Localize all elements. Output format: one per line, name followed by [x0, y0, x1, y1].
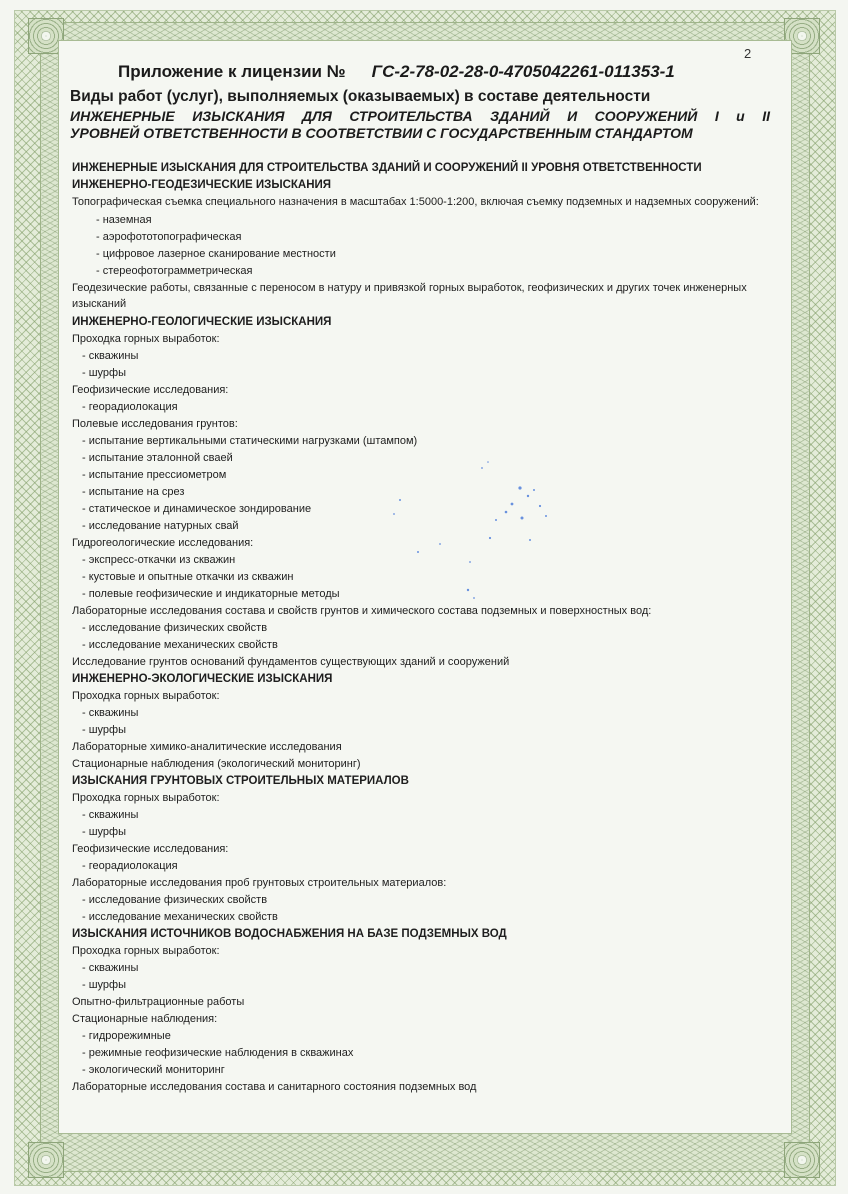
list-item: - испытание на срез: [82, 486, 185, 498]
list-item: - экспресс-откачки из скважин: [82, 554, 236, 566]
content-line: Лабораторные исследования состава и санитарного состояния подземных вод: [72, 1081, 477, 1093]
content-paragraph: Топографическая съемка специального назначения в масштабах 1:5000-1:200, включая съемку подземных и надземных сооружений:: [72, 196, 759, 208]
list-item: - полевые геофизические и индикаторные методы: [82, 588, 340, 600]
content-line: Геофизические исследования:: [72, 384, 229, 396]
list-item: - скважины: [82, 962, 139, 974]
license-number: ГС-2-78-02-28-0-4705042261-011353-1: [371, 62, 675, 81]
content-line: Опытно-фильтрационные работы: [72, 996, 245, 1008]
list-item: - шурфы: [82, 367, 126, 379]
list-item: - экологический мониторинг: [82, 1064, 225, 1076]
list-item: - наземная: [96, 214, 152, 226]
section-heading: ИЗЫСКАНИЯ ГРУНТОВЫХ СТРОИТЕЛЬНЫХ МАТЕРИАЛОВ: [72, 775, 409, 787]
list-item: - шурфы: [82, 826, 126, 838]
content-line: Проходка горных выработок:: [72, 333, 220, 345]
list-item: - скважины: [82, 707, 139, 719]
list-item: - скважины: [82, 809, 139, 821]
list-item: - исследование физических свойств: [82, 622, 268, 634]
page-number: 2: [744, 46, 752, 61]
annex-title: [118, 62, 675, 82]
list-item: - исследование механических свойств: [82, 639, 278, 651]
activity-heading-line1: ИНЖЕНЕРНЫЕ ИЗЫСКАНИЯ ДЛЯ СТРОИТЕЛЬСТВА ЗДАНИЙ И СООРУЖЕНИЙ I и II: [70, 108, 770, 124]
list-item: - статическое и динамическое зондирование: [82, 503, 312, 515]
section-heading: ИЗЫСКАНИЯ ИСТОЧНИКОВ ВОДОСНАБЖЕНИЯ НА БАЗЕ ПОДЗЕМНЫХ ВОД: [72, 928, 507, 940]
content-line: Лабораторные химико-аналитические исследования: [72, 741, 342, 753]
list-item: - стереофотограмметрическая: [96, 265, 253, 277]
content-line: Проходка горных выработок:: [72, 792, 220, 804]
content-paragraph: Геодезические работы, связанные с переносом в натуру и привязкой горных выработок, геофизических и других точек инженерных изысканий: [72, 282, 747, 310]
list-item: - режимные геофизические наблюдения в скважинах: [82, 1047, 354, 1059]
corner-rosette: [784, 1142, 820, 1178]
content-line: Проходка горных выработок:: [72, 690, 220, 702]
list-item: - цифровое лазерное сканирование местности: [96, 248, 336, 260]
content-line: Исследование грунтов оснований фундаментов существующих зданий и сооружений: [72, 656, 510, 668]
list-item: - испытание вертикальными статическими нагрузками (штампом): [82, 435, 418, 447]
list-item: - испытание прессиометром: [82, 469, 227, 481]
works-list: [72, 160, 772, 1096]
activity-heading-line2: УРОВНЕЙ ОТВЕТСТВЕННОСТИ В СООТВЕТСТВИИ С ГОСУДАРСТВЕННЫМ СТАНДАРТОМ: [70, 125, 693, 141]
content-line: Стационарные наблюдения:: [72, 1013, 218, 1025]
types-heading: Виды работ (услуг), выполняемых (оказываемых) в составе деятельности: [70, 88, 651, 105]
list-item: - георадиолокация: [82, 860, 178, 872]
list-item: - исследование механических свойств: [82, 911, 278, 923]
activity-heading: [70, 108, 770, 142]
content-line: Лабораторные исследования проб грунтовых строительных материалов:: [72, 877, 447, 889]
content-line: Стационарные наблюдения (экологический мониторинг): [72, 758, 361, 770]
content-line: Проходка горных выработок:: [72, 945, 220, 957]
list-item: - шурфы: [82, 979, 126, 991]
section-heading: ИНЖЕНЕРНО-ГЕОДЕЗИЧЕСКИЕ ИЗЫСКАНИЯ: [72, 179, 332, 191]
section-heading: ИНЖЕНЕРНЫЕ ИЗЫСКАНИЯ ДЛЯ СТРОИТЕЛЬСТВА ЗДАНИЙ И СООРУЖЕНИЙ II УРОВНЯ ОТВЕТСТВЕННОСТИ: [72, 162, 702, 174]
content-line: Геофизические исследования:: [72, 843, 229, 855]
list-item: - испытание эталонной сваей: [82, 452, 233, 464]
list-item: - исследование натурных свай: [82, 520, 239, 532]
annex-label: Приложение к лицензии №: [118, 62, 346, 81]
list-item: - шурфы: [82, 724, 126, 736]
content-line: Полевые исследования грунтов:: [72, 418, 238, 430]
content-line: Гидрогеологические исследования:: [72, 537, 254, 549]
corner-rosette: [28, 1142, 64, 1178]
section-heading: ИНЖЕНЕРНО-ЭКОЛОГИЧЕСКИЕ ИЗЫСКАНИЯ: [72, 673, 333, 685]
list-item: - кустовые и опытные откачки из скважин: [82, 571, 294, 583]
section-heading: ИНЖЕНЕРНО-ГЕОЛОГИЧЕСКИЕ ИЗЫСКАНИЯ: [72, 316, 332, 328]
list-item: - георадиолокация: [82, 401, 178, 413]
list-item: - аэрофототопографическая: [96, 231, 242, 243]
list-item: - исследование физических свойств: [82, 894, 268, 906]
content-line: Лабораторные исследования состава и свойств грунтов и химического состава подземных и поверхностных вод:: [72, 605, 652, 617]
list-item: - гидрорежимные: [82, 1030, 171, 1042]
list-item: - скважины: [82, 350, 139, 362]
